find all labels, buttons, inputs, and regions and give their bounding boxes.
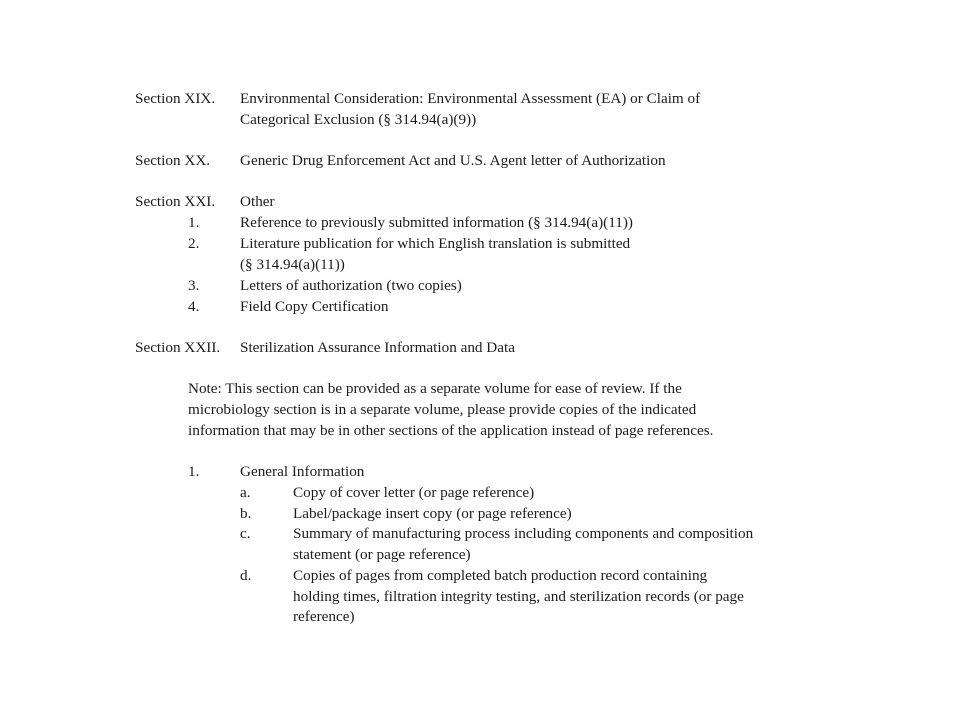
section-xxii-title: Sterilization Assurance Information and Data xyxy=(240,339,515,356)
section-xxi-label: Section XXI. xyxy=(135,193,216,210)
sub-item-letter: a. xyxy=(240,484,251,501)
section-xix-title-line-2: Categorical Exclusion (§ 314.94(a)(9)) xyxy=(240,111,477,128)
sub-item-text-continued: holding times, filtration integrity testing, and sterilization records (or page xyxy=(293,588,744,605)
list-item-number: 4. xyxy=(188,298,200,315)
section-xx-label: Section XX. xyxy=(135,152,211,169)
sub-item-text: Copies of pages from completed batch production record containing xyxy=(293,567,708,584)
list-item-text: Letters of authorization (two copies) xyxy=(240,277,462,294)
sub-item-letter: d. xyxy=(240,567,252,584)
sub-item-text: Copy of cover letter (or page reference) xyxy=(293,484,535,501)
sub-item-text-continued: statement (or page reference) xyxy=(293,546,471,563)
note-line-1: Note: This section can be provided as a separate volume for ease of review. If the xyxy=(188,380,682,397)
section-xix-title-line-1: Environmental Consideration: Environmental Assessment (EA) or Claim of xyxy=(240,90,701,107)
section-xx-title: Generic Drug Enforcement Act and U.S. Agent letter of Authorization xyxy=(240,152,666,169)
note-line-2: microbiology section is in a separate volume, please provide copies of the indicated xyxy=(188,401,697,418)
sub-item-letter: c. xyxy=(240,525,251,542)
list-item-text: Reference to previously submitted information (§ 314.94(a)(11)) xyxy=(240,214,633,231)
list-item-number: 1. xyxy=(188,214,200,231)
list-item-text-continued: (§ 314.94(a)(11)) xyxy=(240,256,345,273)
section-xxi-title: Other xyxy=(240,193,275,210)
list-item-number: 3. xyxy=(188,277,200,294)
list-item-text: Literature publication for which English translation is submitted xyxy=(240,235,631,252)
sub-item-text: Label/package insert copy (or page reference) xyxy=(293,505,572,522)
section-xxii-label: Section XXII. xyxy=(135,339,221,356)
sub-item-text-continued: reference) xyxy=(293,608,355,625)
sub-item-letter: b. xyxy=(240,505,252,522)
sub-item-text: Summary of manufacturing process including components and composition xyxy=(293,525,754,542)
list-item-text: General Information xyxy=(240,463,365,480)
section-xix-label: Section XIX. xyxy=(135,90,216,107)
list-item-number: 1. xyxy=(188,463,200,480)
list-item-number: 2. xyxy=(188,235,200,252)
list-item-text: Field Copy Certification xyxy=(240,298,389,315)
note-line-3: information that may be in other sections of the application instead of page references. xyxy=(188,422,714,439)
